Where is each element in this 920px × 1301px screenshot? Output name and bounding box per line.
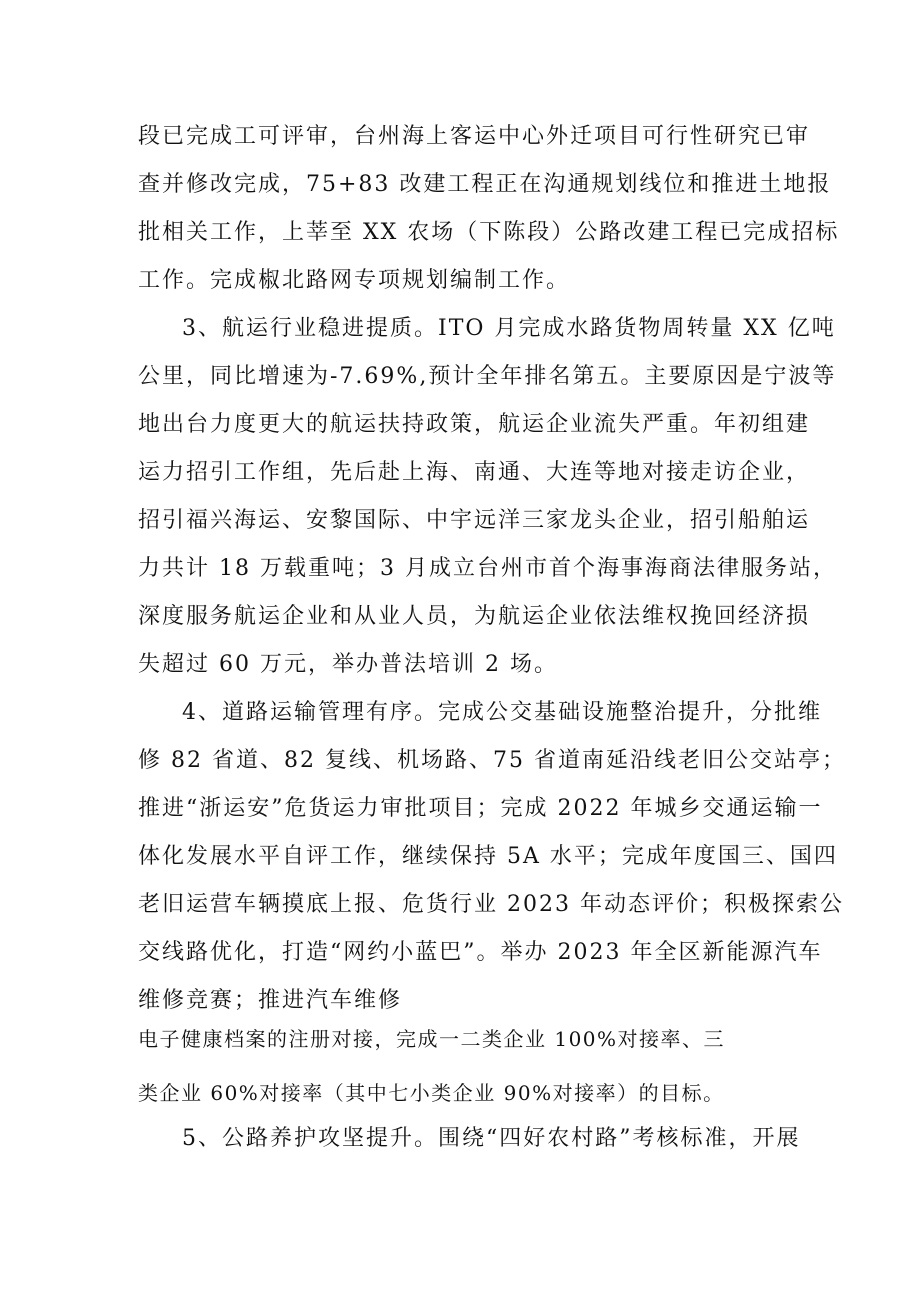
paragraph-line: 修 82 省道、82 复线、机场路、75 省道南延沿线老旧公交站亭； <box>138 748 846 773</box>
paragraph-line: 交线路优化，打造“网约小蓝巴”。举办 2023 年全区新能源汽车 <box>138 940 823 965</box>
paragraph-line: 查并修改完成，75+83 改建工程正在沟通规划线位和推进土地报 <box>138 172 832 197</box>
paragraph-line: 老旧运营车辆摸底上报、危货行业 2023 年动态评价；积极探索公 <box>138 892 844 917</box>
section-3-heading-line: 3、航运行业稳进提质。ITO 月完成水路货物周转量 XX 亿吨 <box>182 316 836 341</box>
paragraph-line: 工作。完成椒北路网专项规划编制工作。 <box>138 268 571 293</box>
paragraph-line: 类企业 60%对接率（其中七小类企业 90%对接率）的目标。 <box>138 1081 725 1105</box>
paragraph-line: 推进“浙运安”危货运力审批项目；完成 2022 年城乡交通运输一 <box>138 796 823 821</box>
paragraph-line: 深度服务航运企业和从业人员，为航运企业依法维权挽回经济损 <box>138 604 811 629</box>
paragraph-line: 公里，同比增速为-7.69%,预计全年排名第五。主要原因是宁波等 <box>138 364 837 389</box>
paragraph-line: 力共计 18 万载重吨；3 月成立台州市首个海事海商法律服务站， <box>138 556 837 581</box>
section-5-heading-line: 5、公路养护攻坚提升。围绕“四好农村路”考核标准，开展 <box>182 1126 801 1151</box>
paragraph-line: 地出台力度更大的航运扶持政策，航运企业流失严重。年初组建 <box>138 412 811 437</box>
paragraph-line: 段已完成工可评审，台州海上客运中心外迁项目可行性研究已审 <box>138 124 811 149</box>
paragraph-line: 体化发展水平自评工作，继续保持 5A 水平；完成年度国三、国四 <box>138 844 838 869</box>
paragraph-line: 运力招引工作组，先后赴上海、南通、大连等地对接走访企业， <box>138 460 811 485</box>
paragraph-line: 维修竞赛；推进汽车维修 <box>138 988 403 1013</box>
paragraph-line: 批相关工作，上莘至 XX 农场（下陈段）公路改建工程已完成招标 <box>138 220 840 245</box>
paragraph-line: 招引福兴海运、安黎国际、中宇远洋三家龙头企业，招引船舶运 <box>138 508 811 533</box>
paragraph-line: 电子健康档案的注册对接，完成一二类企业 100%对接率、三 <box>138 1027 726 1051</box>
paragraph-line: 失超过 60 万元，举办普法培训 2 场。 <box>138 652 558 677</box>
section-4-heading-line: 4、道路运输管理有序。完成公交基础设施整治提升，分批维 <box>182 700 822 725</box>
